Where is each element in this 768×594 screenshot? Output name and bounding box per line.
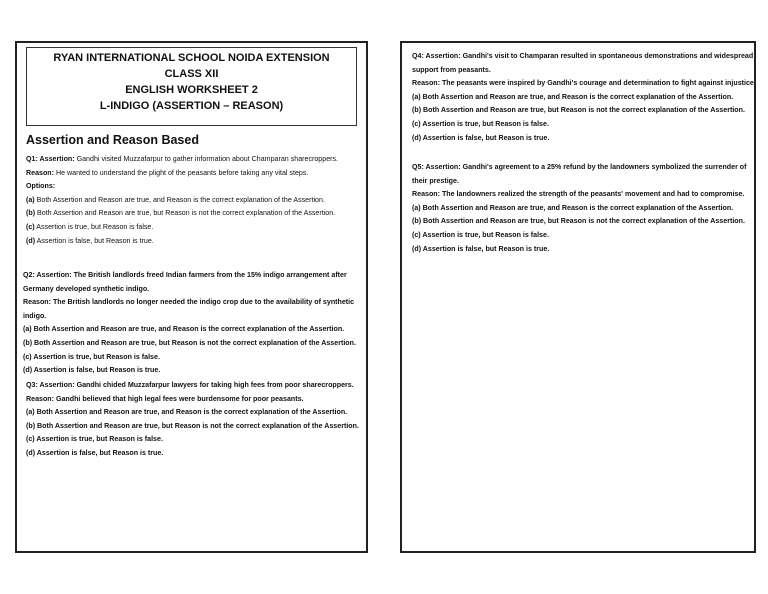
q1-option-a-label: (a) — [26, 195, 35, 204]
q5-line-2: their prestige. — [412, 176, 459, 185]
section-title: Assertion and Reason Based — [26, 133, 199, 147]
q1-option-d-label: (d) — [26, 236, 36, 245]
q4-line-1: Q4: Assertion: Gandhi's visit to Champaran resulted in spontaneous demonstrations and widespread — [412, 52, 754, 60]
q5-line-3: Reason: The landowners realized the strength of the peasants' movement and had to compromise. — [412, 190, 745, 199]
q3-line-2: Reason: Gandhi believed that high legal fees were burdensome for poor peasants. — [26, 394, 304, 403]
q4-line-3: Reason: The peasants were inspired by Gandhi's courage and determination to fight against injustice. — [412, 79, 756, 88]
q1-option-a: Both Assertion and Reason are true, and Reason is the correct explanation of the Assertion. — [34, 195, 325, 204]
q3-option-d: (d) Assertion is false, but Reason is true. — [26, 448, 164, 457]
q4-option-c: (c) Assertion is true, but Reason is false. — [412, 119, 549, 128]
q3-option-b: (b) Both Assertion and Reason are true, but Reason is not the correct explanation of the Assertion. — [26, 421, 359, 430]
q2-option-b: (b) Both Assertion and Reason are true, but Reason is not the correct explanation of the Assertion. — [23, 338, 356, 347]
q1-assertion: Gandhi visited Muzzafarpur to gather information about Champaran sharecroppers. — [74, 155, 339, 163]
q5-option-a: (a) Both Assertion and Reason are true, and Reason is the correct explanation of the Assertion. — [412, 203, 734, 212]
class-label: CLASS XII — [164, 68, 219, 80]
q2-option-a: (a) Both Assertion and Reason are true, and Reason is the correct explanation of the Assertion. — [23, 325, 345, 334]
q4-line-2: support from peasants. — [412, 65, 491, 74]
q3-option-c: (c) Assertion is true, but Reason is false. — [26, 435, 163, 444]
school-name: RYAN INTERNATIONAL SCHOOL NOIDA EXTENSION — [53, 52, 330, 64]
worksheet-page-right — [400, 41, 756, 553]
q4-option-a: (a) Both Assertion and Reason are true, and Reason is the correct explanation of the Assertion. — [412, 92, 734, 101]
q1-option-b-label: (b) — [26, 209, 36, 218]
q3-line-1: Q3: Assertion: Gandhi chided Muzzafarpur lawyers for taking high fees from poor sharecroppers. — [26, 381, 354, 389]
q2-line-3: Reason: The British landlords no longer needed the indigo crop due to the availability of synthetic — [23, 298, 355, 307]
q5-line-1: Q5: Assertion: Gandhi's agreement to a 25% refund by the landowners symbolized the surrender of — [412, 163, 747, 171]
chapter-label: L-INDIGO (ASSERTION – REASON) — [99, 100, 284, 112]
q1-option-b: Both Assertion and Reason are true, but Reason is not the correct explanation of the Assertion. — [35, 209, 336, 218]
question-4 — [412, 50, 756, 145]
q4-option-d: (d) Assertion is false, but Reason is true. — [412, 133, 550, 142]
q1-option-d: Assertion is false, but Reason is true. — [35, 236, 154, 245]
q2-option-c: (c) Assertion is true, but Reason is false. — [23, 352, 160, 361]
q5-option-d: (d) Assertion is false, but Reason is true. — [412, 244, 550, 253]
q2-option-d: (d) Assertion is false, but Reason is true. — [23, 366, 161, 375]
q2-line-1: Q2: Assertion: The British landlords freed Indian farmers from the 15% indigo arrangement after — [23, 271, 347, 279]
q1-options-label: Options: — [26, 182, 56, 191]
q1-reason-label: Reason: — [26, 168, 54, 177]
q4-option-b: (b) Both Assertion and Reason are true, but Reason is not the correct explanation of the Assertion. — [412, 106, 745, 115]
question-1 — [26, 153, 362, 248]
q1-reason: He wanted to understand the plight of the peasants before taking any vital steps. — [54, 168, 309, 177]
q1-option-c-label: (c) — [26, 222, 35, 231]
question-2 — [23, 269, 359, 378]
q2-line-4: indigo. — [23, 311, 47, 320]
worksheet-label: ENGLISH WORKSHEET 2 — [125, 84, 258, 96]
q1-option-c: Assertion is true, but Reason is false. — [34, 222, 154, 231]
q5-option-c: (c) Assertion is true, but Reason is false. — [412, 230, 549, 239]
question-3 — [26, 379, 362, 461]
q2-line-2: Germany developed synthetic indigo. — [23, 284, 150, 293]
q1-label: Q1: Assertion: — [26, 155, 75, 163]
q3-option-a: (a) Both Assertion and Reason are true, and Reason is the correct explanation of the Assertion. — [26, 408, 348, 417]
worksheet-page-left — [15, 41, 368, 553]
worksheet-header — [26, 47, 357, 126]
q5-option-b: (b) Both Assertion and Reason are true, but Reason is not the correct explanation of the Assertion. — [412, 217, 745, 226]
question-5 — [412, 161, 752, 256]
